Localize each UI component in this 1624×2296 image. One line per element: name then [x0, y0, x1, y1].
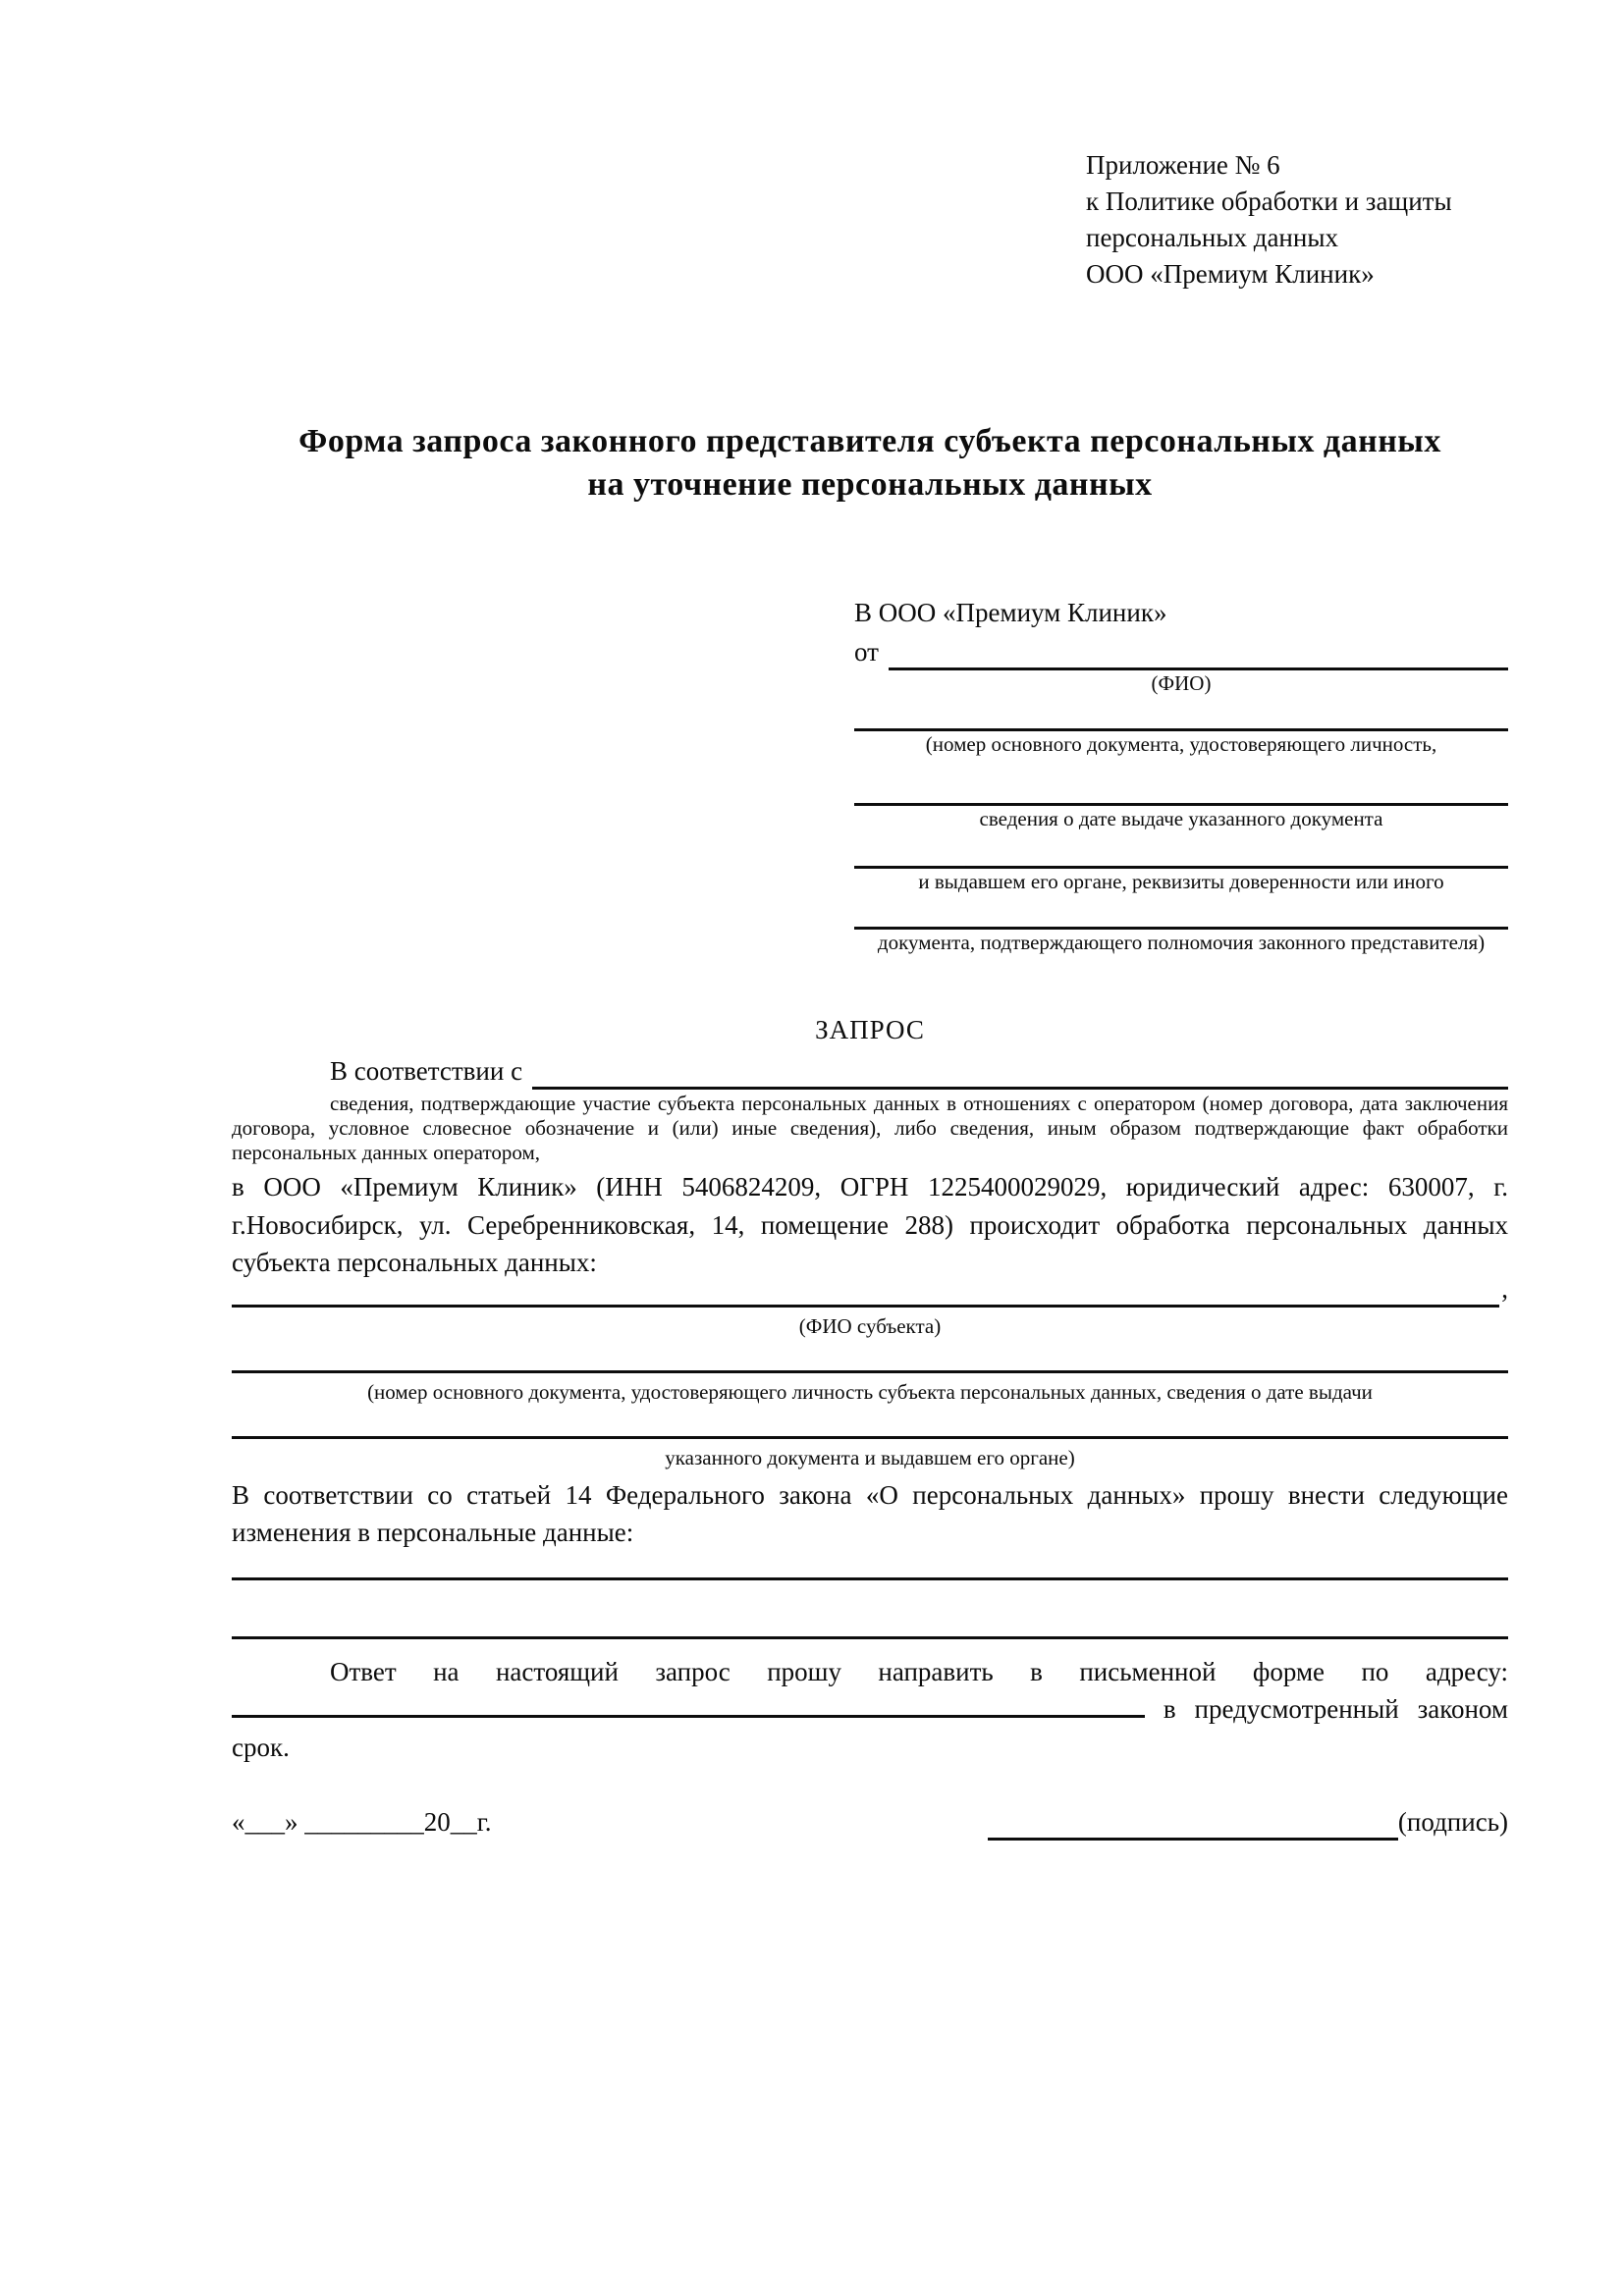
- doc-field-caption-1: (номер основного документа, удостоверяющего личность,: [925, 732, 1437, 756]
- document-title-line-1: Форма запроса законного представителя субъекта персональных данных: [298, 423, 1441, 459]
- signature-group: [988, 1803, 1508, 1841]
- request-heading: ЗАПРОС: [815, 1015, 925, 1044]
- intro-fill-line: [532, 1055, 1508, 1090]
- doc-field-line-2: [854, 757, 1508, 806]
- subject-fio-comma: ,: [1501, 1273, 1508, 1304]
- from-row: [854, 631, 1508, 670]
- answer-text-post: законом срок.: [232, 1694, 1508, 1762]
- operator-paragraph: в ООО «Премиум Клиник» (ИНН 5406824209, ОГРН 1225400029029, юридический адрес: 630007, г. г.Новосибирск, ул. Серебренниковская, 14, помещение 288) происходит обработка персональных данных субъекта персональных данных:: [232, 1172, 1508, 1277]
- subject-doc-line-2: [232, 1405, 1508, 1439]
- addressee-org: В ООО «Премиум Клиник»: [854, 598, 1167, 627]
- appendix-note: [1086, 147, 1538, 293]
- doc-field-caption-3: и выдавшем его органе, реквизиты доверенности или иного: [918, 870, 1444, 893]
- intro-row: [232, 1052, 1508, 1090]
- answer-text-mid: в предусмотренный: [1163, 1694, 1418, 1724]
- answer-paragraph: [232, 1653, 1508, 1767]
- doc-field-line-3: [854, 831, 1508, 869]
- subject-fio-row: [232, 1273, 1508, 1308]
- request-body: [232, 1011, 1508, 1841]
- signature-caption: (подпись): [1397, 1807, 1508, 1837]
- appendix-note-line: Приложение № 6: [1086, 150, 1280, 180]
- answer-text-pre: Ответ на настоящий запрос прошу направить в письменной форме по адресу:: [330, 1656, 1508, 1686]
- subject-fio-caption: (ФИО субъекта): [798, 1313, 942, 1338]
- doc-field-line-4: [854, 894, 1508, 930]
- intro-footnote: сведения, подтверждающие участие субъекта персональных данных в отношениях с оператором (номер договора, дата заключения договора, условное словесное обозначение и (или) иные сведения), либо сведения, иным образом подтверждающие факт обработки персональных данных оператором,: [232, 1092, 1508, 1164]
- subject-doc-caption-1: (номер основного документа, удостоверяющего личность субъекта персональных данных, сведения о дате выдачи: [367, 1379, 1373, 1404]
- article-14-paragraph: В соответствии со статьей 14 Федерального закона «О персональных данных» прошу внести следующие изменения в персональные данные:: [232, 1479, 1508, 1547]
- document-title: [232, 420, 1508, 507]
- intro-label: В соответствии с: [330, 1056, 523, 1086]
- from-label: от: [854, 637, 879, 667]
- address-fill-line: [232, 1711, 1145, 1718]
- date-blank: «___» _________20__г.: [232, 1807, 492, 1837]
- addressee-block: [854, 594, 1508, 955]
- changes-line-1: [232, 1552, 1508, 1580]
- doc-field-line-1: [854, 696, 1508, 731]
- date-signature-row: [232, 1803, 1508, 1841]
- appendix-note-line: персональных данных: [1086, 223, 1338, 252]
- changes-line-2: [232, 1580, 1508, 1639]
- subject-doc-caption-2: указанного документа и выдавшем его органе): [665, 1445, 1075, 1469]
- subject-doc-line-1: [232, 1339, 1508, 1373]
- signature-line: [988, 1808, 1398, 1841]
- doc-field-caption-2: сведения о дате выдаче указанного документа: [979, 807, 1383, 830]
- fio-caption: (ФИО): [1151, 671, 1212, 695]
- doc-field-caption-4: документа, подтверждающего полномочия законного представителя): [877, 931, 1486, 954]
- from-fio-line: [889, 634, 1508, 670]
- subject-fio-line: [232, 1279, 1499, 1308]
- appendix-note-line: ООО «Премиум Клиник»: [1086, 259, 1375, 289]
- appendix-note-line: к Политике обработки и защиты: [1086, 187, 1452, 216]
- document-title-line-2: на уточнение персональных данных: [587, 466, 1153, 503]
